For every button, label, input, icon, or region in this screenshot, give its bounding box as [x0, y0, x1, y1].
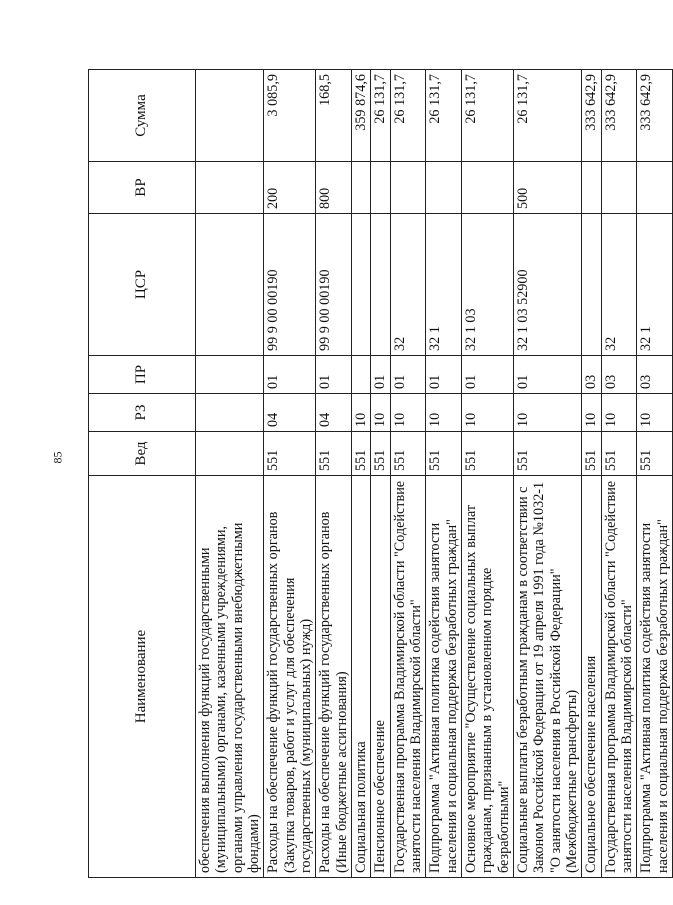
cell-pr: 01	[461, 356, 513, 394]
cell-rz: 10	[390, 394, 426, 432]
cell-rz: 10	[582, 394, 601, 432]
cell-vr	[637, 162, 673, 214]
cell-csr: 99 9 00 00190	[316, 214, 352, 356]
cell-sum: 26 131,7	[426, 70, 462, 162]
cell-pr: 03	[582, 356, 601, 394]
cell-ved: 551	[513, 432, 581, 476]
cell-sum: 359 874,6	[351, 70, 370, 162]
cell-ved: 551	[582, 432, 601, 476]
table-header-row	[89, 70, 196, 878]
table-row	[371, 70, 390, 878]
cell-csr: 32 1 03	[461, 214, 513, 356]
cell-csr: 32 1	[637, 214, 673, 356]
cell-name: Пенсионное обеспечение	[371, 476, 390, 878]
cell-rz: 10	[601, 394, 637, 432]
cell-vr	[371, 162, 390, 214]
cell-ved: 551	[264, 432, 316, 476]
cell-sum: 333 642,9	[601, 70, 637, 162]
cell-vr	[426, 162, 462, 214]
cell-vr	[461, 162, 513, 214]
cell-csr: 32	[390, 214, 426, 356]
table-row	[264, 70, 316, 878]
cell-pr	[196, 356, 264, 394]
header-pr: ПР	[89, 356, 196, 394]
cell-rz: 10	[371, 394, 390, 432]
cell-sum: 26 131,7	[461, 70, 513, 162]
cell-name: Расходы на обеспечение функций государственных органов (Закупка товаров, работ и услуг для обеспечения государственных (муниципальных) нужд)	[264, 476, 316, 878]
cell-csr: 32	[601, 214, 637, 356]
cell-rz	[196, 394, 264, 432]
cell-name: Социальное обеспечение населения	[582, 476, 601, 878]
cell-vr	[582, 162, 601, 214]
cell-name: Основное мероприятие "Осуществление социальных выплат гражданам, признанным в установленном порядке безработными"	[461, 476, 513, 878]
cell-vr: 200	[264, 162, 316, 214]
cell-rz: 10	[637, 394, 673, 432]
cell-csr: 32 1 03 52900	[513, 214, 581, 356]
cell-ved: 551	[390, 432, 426, 476]
cell-name: Социальные выплаты безработным гражданам в соответствии с Законом Российской Федерации от 19 апреля 1991 года №1032-1 "О занятости населения в Российской Федерации" (Межбюджетные трансферты)	[513, 476, 581, 878]
cell-vr: 500	[513, 162, 581, 214]
cell-csr	[582, 214, 601, 356]
table-row	[601, 70, 637, 878]
cell-name: обеспечения выполнения функций государственными (муниципальными) органами, казенными учреждениями, органами управления государственными внебюджетными фондами)	[196, 476, 264, 878]
cell-pr: 03	[637, 356, 673, 394]
cell-pr: 01	[316, 356, 352, 394]
header-csr: ЦСР	[89, 214, 196, 356]
cell-csr: 99 9 00 00190	[264, 214, 316, 356]
cell-name: Социальная политика	[351, 476, 370, 878]
cell-rz: 10	[461, 394, 513, 432]
cell-ved: 551	[316, 432, 352, 476]
header-rz: РЗ	[89, 394, 196, 432]
header-vr: ВР	[89, 162, 196, 214]
table-row	[637, 70, 673, 878]
budget-table	[88, 69, 673, 878]
cell-sum	[196, 70, 264, 162]
header-name: Наименование	[89, 476, 196, 878]
cell-name: Подпрограмма "Активная политика содействия занятости населения и социальная поддержка безработных граждан"	[637, 476, 673, 878]
cell-ved	[196, 432, 264, 476]
header-sum: Сумма	[89, 70, 196, 162]
cell-sum: 3 085,9	[264, 70, 316, 162]
cell-name: Подпрограмма "Активная политика содействия занятости населения и социальная поддержка безработных граждан"	[426, 476, 462, 878]
table-row	[513, 70, 581, 878]
cell-sum: 333 642,9	[582, 70, 601, 162]
table-row	[426, 70, 462, 878]
cell-pr: 01	[390, 356, 426, 394]
cell-ved: 551	[461, 432, 513, 476]
cell-pr: 03	[601, 356, 637, 394]
table-row	[351, 70, 370, 878]
cell-csr	[351, 214, 370, 356]
page-number: 85	[50, 451, 65, 464]
cell-name: Государственная программа Владимирской области "Содействие занятости населения Владимирской области"	[390, 476, 426, 878]
cell-name: Расходы на обеспечение функций государственных органов (Иные бюджетные ассигнования)	[316, 476, 352, 878]
table-row	[196, 70, 264, 878]
cell-pr: 01	[371, 356, 390, 394]
cell-sum: 26 131,7	[390, 70, 426, 162]
cell-sum: 333 642,9	[637, 70, 673, 162]
cell-ved: 551	[371, 432, 390, 476]
cell-rz: 10	[351, 394, 370, 432]
cell-sum: 168,5	[316, 70, 352, 162]
cell-ved: 551	[426, 432, 462, 476]
cell-ved: 551	[637, 432, 673, 476]
table-row	[316, 70, 352, 878]
rotated-page-content	[88, 70, 671, 878]
cell-rz: 04	[316, 394, 352, 432]
cell-csr: 32 1	[426, 214, 462, 356]
cell-rz: 10	[513, 394, 581, 432]
table-row	[390, 70, 426, 878]
cell-pr	[351, 356, 370, 394]
cell-ved: 551	[351, 432, 370, 476]
cell-sum: 26 131,7	[513, 70, 581, 162]
cell-pr: 01	[513, 356, 581, 394]
cell-pr: 01	[264, 356, 316, 394]
cell-vr: 800	[316, 162, 352, 214]
cell-vr	[196, 162, 264, 214]
cell-pr: 01	[426, 356, 462, 394]
cell-name: Государственная программа Владимирской области "Содействие занятости населения Владимирской области"	[601, 476, 637, 878]
cell-vr	[390, 162, 426, 214]
cell-csr	[371, 214, 390, 356]
cell-rz: 10	[426, 394, 462, 432]
cell-rz: 04	[264, 394, 316, 432]
cell-csr	[196, 214, 264, 356]
cell-sum: 26 131,7	[371, 70, 390, 162]
header-ved: Вед	[89, 432, 196, 476]
cell-vr	[601, 162, 637, 214]
cell-vr	[351, 162, 370, 214]
table-row	[461, 70, 513, 878]
cell-ved: 551	[601, 432, 637, 476]
table-row	[582, 70, 601, 878]
